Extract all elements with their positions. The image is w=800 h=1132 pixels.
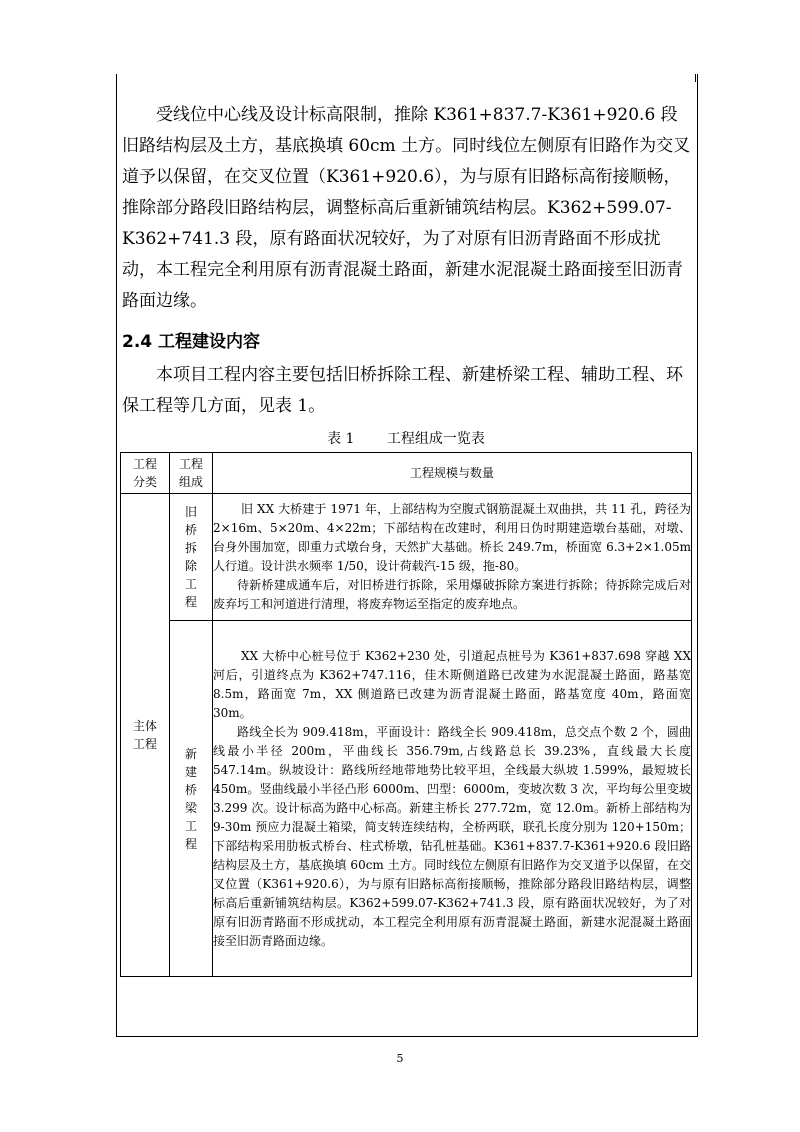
- frame-corner-left: [116, 74, 117, 82]
- component-cell: 新建桥梁工程: [170, 621, 213, 977]
- section-heading: 2.4 工程建设内容: [122, 332, 261, 352]
- table-number: 表 1: [327, 431, 355, 447]
- table-row: [121, 494, 692, 621]
- body-paragraph-1: 受线位中心线及设计标高限制，推除 K361+837.7-K361+920.6 段旧路结构层及土方，基底换填 60cm 土方。同时线位左侧原有旧路作为交叉道予以保留，在交叉位置（K361+920.6），为与原有旧路标高衔接顺畅，推除部分路段旧路结构层，调整标高后重新铺筑结构层。K362+599.07-K362+741.3 段，原有路面状况较好，为了对原有旧沥青路面不形成扰动，本工程完全利用原有沥青混凝土路面，新建水泥混凝土路面接至旧沥青路面边缘。: [122, 105, 691, 311]
- table-text: XX 大桥中心桩号位于 K362+230 处，引道起点桩号为 K361+837.698 穿越 XX 河后，引道终点为 K362+747.116，佳木斯侧道路已改建为水泥混凝土路面，路基宽 8.5m，路面宽 7m，XX 侧道路已改建为沥青混凝土路面，路基宽度 40m，路面宽 30m。: [213, 648, 691, 720]
- component-cell: 旧桥拆除工程: [170, 494, 213, 621]
- table-text: 待新桥建成通车后，对旧桥进行拆除，采用爆破拆除方案进行拆除；待拆除完成后对废弃圬工和河道进行清理，将废弃物运至指定的废弃地点。: [213, 578, 691, 611]
- frame-corner-right: [695, 74, 696, 82]
- table-header-row: [121, 453, 692, 494]
- scale-cell: [213, 621, 692, 977]
- table-caption: [116, 428, 696, 448]
- scale-cell: [213, 494, 692, 621]
- table-text: 旧 XX 大桥建于 1971 年，上部结构为空腹式钢筋混凝土双曲拱，共 11 孔，跨径为 2×16m、5×20m、4×22m；下部结构在改建时，利用日伪时期建造墩台基础，对墩、台身外围加宽，即重力式墩台身，天然扩大基础。桥长 249.7m，桥面宽 6.3+2×1.05m 人行道。设计洪水频率 1/50，设计荷载汽-15 级，拖-80。: [213, 502, 691, 573]
- header-component: 工程组成: [170, 453, 213, 494]
- body-paragraph-2: 本项目工程内容主要包括旧桥拆除工程、新建桥梁工程、辅助工程、环保工程等几方面，见表 1。: [122, 365, 683, 416]
- engineering-composition-table: [120, 452, 692, 977]
- table-row: [121, 621, 692, 977]
- table-text: 路线全长为 909.418m，平面设计：路线全长 909.418m，总交点个数 2 个，圆曲线最小半径 200m，平曲线长 356.79m,占线路总长 39.23%，直线最大长度 547.14m。纵坡设计：路线所经地带地势比较平坦，全线最大纵坡 1.599%，最短坡长 450m。竖曲线最小半径凸形 6000m、凹型：6000m，变坡次数 3 次，平均每公里变坡 3.299 次。设计标高为路中心标高。新建主桥长 277.72m，宽 12.0m。新桥上部结构为 9-30m 预应力混凝土箱梁，简支转连续结构，全桥两联，联孔长度分别为 120+150m；下部结构采用肋板式桥台、柱式桥墩，钻孔桩基础。K361+837.7-K361+920.6 段旧路结构层及土方，基底换填 60cm 土方。同时线位左侧原有旧路作为交叉道予以保留，在交叉位置（K361+920.6），为与原有旧路标高衔接顺畅，推除部分路段旧路结构层，调整标高后重新铺筑结构层。K362+599.07-K362+741.3 段，原有路面状况较好，为了对原有旧沥青路面不形成扰动，本工程完全利用原有沥青混凝土路面，新建水泥混凝土路面接至旧沥青路面边缘。: [213, 724, 691, 948]
- category-cell: 主体工程: [121, 494, 170, 977]
- header-category: 工程分类: [121, 453, 170, 494]
- page-number: 5: [396, 1052, 404, 1065]
- table-title: 工程组成一览表: [386, 431, 485, 447]
- header-scale: 工程规模与数量: [213, 453, 692, 494]
